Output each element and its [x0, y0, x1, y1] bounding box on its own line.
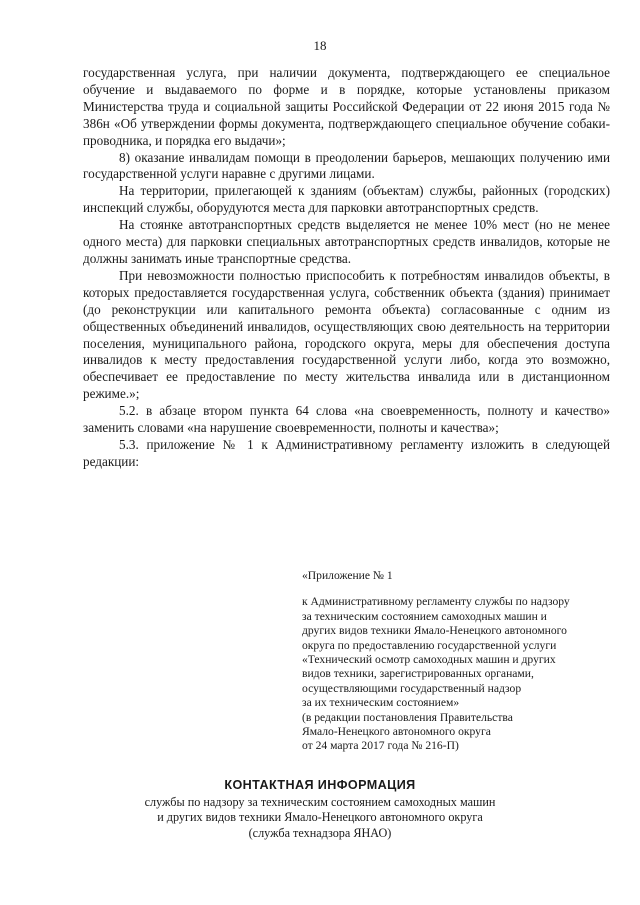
appendix-line: (в редакции постановления Правительства — [302, 710, 513, 724]
body-paragraph-continuation: государственная услуга, при наличии документа, подтверждающего ее специальное обучение и выдаваемого по форме и в порядке, которые установлены приказом Министерства труда и социальной защиты Российской Федерации от 22 июня 2015 года № 386н «Об утверждении формы документа, подтверждающего специальное обучение собаки-проводника, и порядка его выдачи»; — [83, 65, 610, 148]
contact-info-line: и других видов техники Ямало-Ненецкого автономного округа — [157, 810, 483, 825]
page-number: 18 — [313, 38, 327, 53]
appendix-line: от 24 марта 2017 года № 216-П) — [302, 739, 459, 753]
appendix-line: осуществляющими государственный надзор — [302, 681, 522, 695]
document-body — [83, 65, 610, 471]
appendix-title: «Приложение № 1 — [302, 569, 393, 582]
appendix-line: «Технический осмотр самоходных машин и других — [302, 653, 556, 667]
body-paragraph-accessibility: При невозможности полностью приспособить к потребностям инвалидов объекты, в которых предоставляется государственная услуга, собственник объекта (здания) принимает (до реконструкции или капитального ремонта объекта) согласованные с одним из общественных объединений инвалидов, осуществляющих свою деятельность на территории поселения, муниципального района, городского округа, меры для обеспечения доступа инвалидов к месту предоставления государственной услуги либо, когда это возможно, обеспечивает ее предоставление по месту жительства инвалида или в дистанционном режиме.»; — [83, 267, 610, 402]
appendix-line: Ямало-Ненецкого автономного округа — [302, 725, 491, 739]
body-paragraph-parking-territory: На территории, прилегающей к зданиям (объектам) службы, районных (городских) инспекций службы, оборудуются места для парковки автотранспортных средств. — [83, 183, 610, 216]
contact-info-line: службы по надзору за техническим состоянием самоходных машин — [144, 795, 496, 810]
body-paragraph-5-2: 5.2. в абзаце втором пункта 64 слова «на своевременность, полноту и качество» заменить словами «на нарушение своевременности, полноты и качества»; — [83, 403, 610, 436]
contact-info-line: (служба технадзора ЯНАО) — [248, 825, 392, 840]
appendix-line: к Административному регламенту службы по надзору — [302, 595, 570, 609]
contact-info-title: КОНТАКТНАЯ ИНФОРМАЦИЯ — [224, 778, 416, 792]
body-paragraph-5-3: 5.3. приложение № 1 к Административному регламенту изложить в следующей редакции: — [83, 436, 610, 469]
appendix-line: округа по предоставлению государственной услуги — [302, 638, 557, 652]
appendix-line: за их техническим состоянием» — [302, 696, 460, 710]
appendix-header-block — [302, 569, 612, 754]
contact-info-section — [90, 778, 550, 841]
body-paragraph-item-8: 8) оказание инвалидам помощи в преодолении барьеров, мешающих получению ими государственной услуги наравне с другими лицами. — [83, 149, 610, 182]
appendix-line: видов техники, зарегистрированных органами, — [302, 667, 534, 681]
body-paragraph-parking-share: На стоянке автотранспортных средств выделяется не менее 10% мест (но не менее одного места) для парковки специальных автотранспортных средств инвалидов, которые не должны занимать иные транспортные средства. — [83, 217, 610, 266]
appendix-line: других видов техники Ямало-Ненецкого автономного — [302, 624, 567, 638]
appendix-line: за техническим состоянием самоходных машин и — [302, 609, 547, 623]
